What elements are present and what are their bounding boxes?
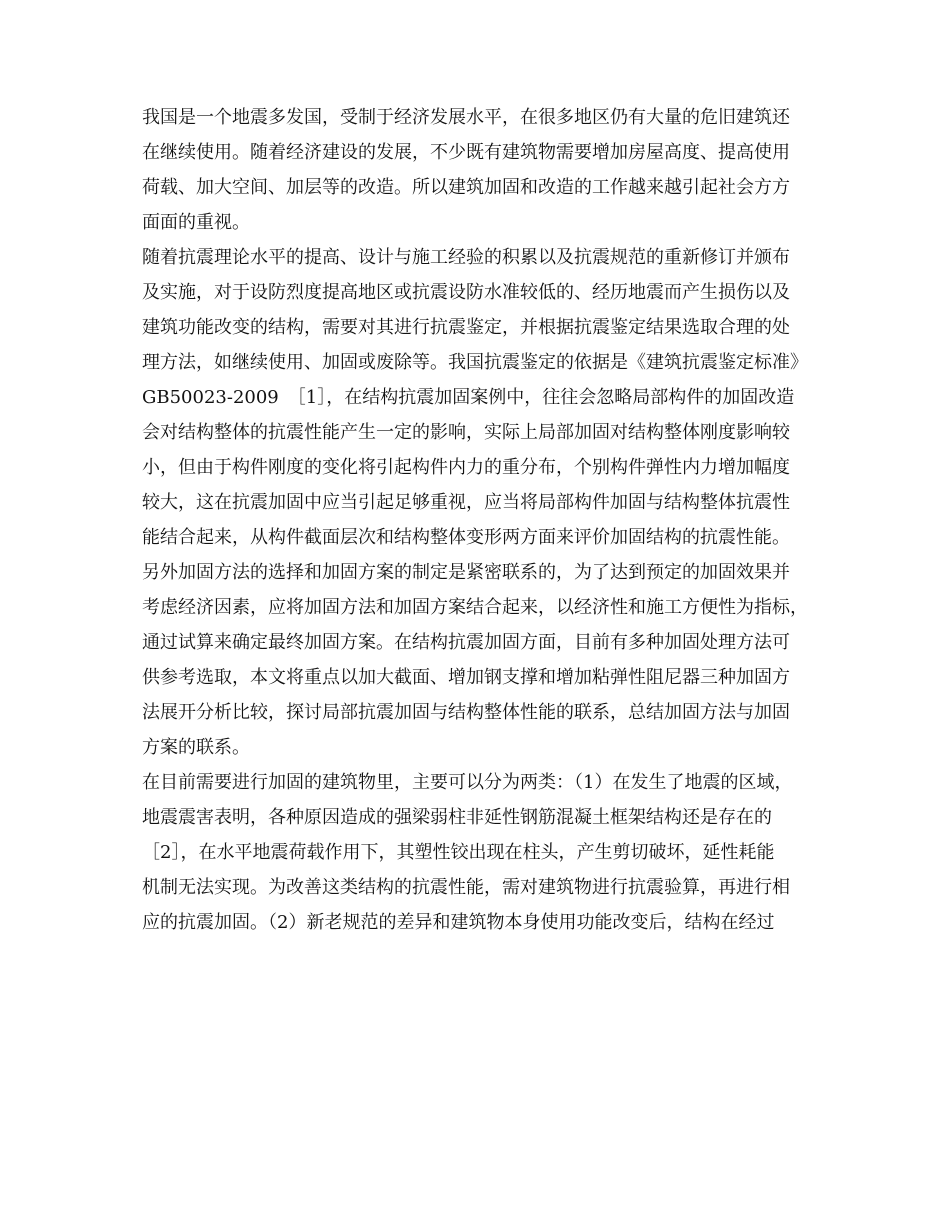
text-line: 通过试算来确定最终加固方案。在结构抗震加固方面，目前有多种加固处理方法可	[142, 632, 790, 653]
text-line: 我国是一个地震多发国，受制于经济发展水平，在很多地区仍有大量的危旧建筑还	[142, 107, 790, 128]
text-line: 理方法，如继续使用、加固或废除等。我国抗震鉴定的依据是《建筑抗震鉴定标准》	[142, 352, 808, 373]
text-line: 方案的联系。	[142, 737, 250, 758]
text-line: 较大，这在抗震加固中应当引起足够重视，应当将局部构件加固与结构整体抗震性	[142, 492, 790, 513]
paragraph-2	[142, 240, 822, 555]
text-line: 小，但由于构件刚度的变化将引起构件内力的重分布，个别构件弹性内力增加幅度	[142, 457, 790, 478]
text-line: 能结合起来，从构件截面层次和结构整体变形两方面来评价加固结构的抗震性能。	[142, 527, 790, 548]
document-body	[142, 100, 822, 940]
text-line: 法展开分析比较，探讨局部抗震加固与结构整体性能的联系，总结加固方法与加固	[142, 702, 790, 723]
text-line: 建筑功能改变的结构，需要对其进行抗震鉴定，并根据抗震鉴定结果选取合理的处	[142, 317, 790, 338]
text-line: 另外加固方法的选择和加固方案的制定是紧密联系的，为了达到预定的加固效果并	[142, 562, 790, 583]
text-line: 应的抗震加固。（2）新老规范的差异和建筑物本身使用功能改变后，结构在经过	[142, 912, 775, 933]
text-line: 面面的重视。	[142, 212, 250, 233]
text-line: 机制无法实现。为改善这类结构的抗震性能，需对建筑物进行抗震验算，再进行相	[142, 877, 790, 898]
text-line: ［2］，在水平地震荷载作用下，其塑性铰出现在柱头，产生剪切破坏，延性耗能	[142, 842, 775, 863]
text-line: 供参考选取，本文将重点以加大截面、增加钢支撑和增加粘弹性阻尼器三种加固方	[142, 667, 790, 688]
text-line: 考虑经济因素，应将加固方法和加固方案结合起来，以经济性和施工方便性为指标，	[142, 597, 808, 618]
text-line: 及实施，对于设防烈度提高地区或抗震设防水准较低的、经历地震而产生损伤以及	[142, 282, 790, 303]
paragraph-3	[142, 555, 822, 765]
text-line: 在继续使用。随着经济建设的发展，不少既有建筑物需要增加房屋高度、提高使用	[142, 142, 790, 163]
text-line: GB50023-2009 ［1］，在结构抗震加固案例中，往往会忽略局部构件的加固改造	[142, 387, 795, 408]
text-line: 会对结构整体的抗震性能产生一定的影响，实际上局部加固对结构整体刚度影响较	[142, 422, 790, 443]
text-line: 在目前需要进行加固的建筑物里，主要可以分为两类：（1）在发生了地震的区域，	[142, 772, 793, 793]
text-line: 随着抗震理论水平的提高、设计与施工经验的积累以及抗震规范的重新修订并颁布	[142, 247, 790, 268]
text-line: 地震震害表明，各种原因造成的强梁弱柱非延性钢筋混凝土框架结构还是存在的	[142, 807, 772, 828]
paragraph-4	[142, 765, 822, 940]
paragraph-1	[142, 100, 822, 240]
text-line: 荷载、加大空间、加层等的改造。所以建筑加固和改造的工作越来越引起社会方方	[142, 177, 790, 198]
